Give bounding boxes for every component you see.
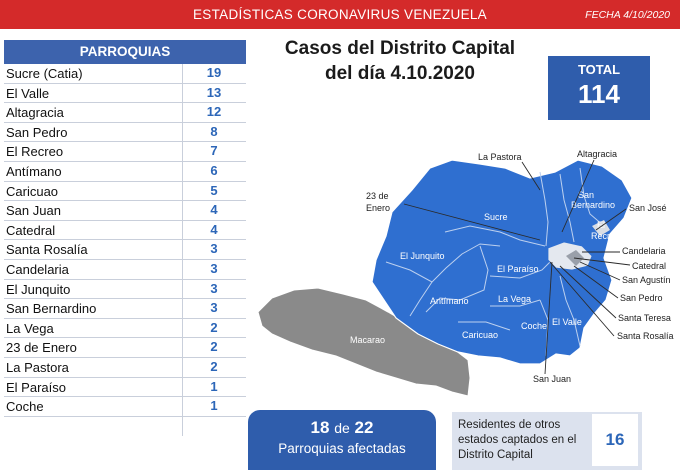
parroquia-cases: 6 <box>210 162 218 178</box>
affected-parishes-box <box>248 410 436 470</box>
affected-of: de <box>334 420 350 436</box>
map-label-caricuao: Caricuao <box>462 330 499 340</box>
parroquia-cases: 3 <box>210 280 218 296</box>
map-label-sanagustin: San Agustín <box>622 275 671 285</box>
parroquia-name: Catedral <box>6 222 56 238</box>
residents-box <box>452 412 642 470</box>
map-label-candelaria: Candelaria <box>622 246 666 256</box>
map-label-paraiso: El Paraíso <box>497 264 539 274</box>
map-label-recreo-2: Recreo <box>591 231 621 241</box>
parroquia-cases: 13 <box>206 84 222 100</box>
map-label-sanpedro: San Pedro <box>620 293 663 303</box>
parroquia-name: Coche <box>6 399 44 415</box>
map-label-altagracia: Altagracia <box>577 149 618 159</box>
parroquia-name: El Junquito <box>6 281 71 297</box>
table-header: PARROQUIAS <box>4 40 246 64</box>
parroquia-name: Caricuao <box>6 183 59 199</box>
parroquia-cases: 7 <box>210 143 218 159</box>
parroquia-cases: 5 <box>210 182 218 198</box>
parroquia-name: Santa Rosalía <box>6 242 88 258</box>
parroquia-name: La Pastora <box>6 359 69 375</box>
map-label-santarosalia: Santa Rosalía <box>617 331 674 341</box>
parroquia-cases: 8 <box>210 123 218 139</box>
parroquia-name: Altagracia <box>6 105 64 121</box>
map-label-junquito: El Junquito <box>400 251 445 261</box>
parroquia-cases: 2 <box>210 319 218 335</box>
map-label-sucre: Sucre <box>484 212 508 222</box>
parroquia-name: San Bernardino <box>6 301 97 317</box>
parroquia-cases: 4 <box>210 202 218 218</box>
parroquia-name: La Vega <box>6 320 54 336</box>
map-label-coche: Coche <box>521 321 548 331</box>
parroquia-cases: 3 <box>210 241 218 257</box>
page-title-line1: Casos del Distrito Capital <box>284 38 516 59</box>
parroquia-cases: 3 <box>210 260 218 276</box>
map-label-23enero-1: 23 de <box>366 191 389 201</box>
map-label-catedral: Catedral <box>632 261 667 271</box>
parroquia-name: El Recreo <box>6 144 64 160</box>
map-label-sanjuan: San Juan <box>533 374 572 384</box>
map-label-macarao: Macarao <box>350 335 386 345</box>
parroquia-name: 23 de Enero <box>6 340 77 356</box>
total-value: 114 <box>578 79 620 109</box>
parroquia-cases: 4 <box>210 221 218 237</box>
affected-total: 22 <box>354 418 374 437</box>
map-label-antimano: Antímano <box>430 296 469 306</box>
affected-label: Parroquias afectadas <box>278 441 406 456</box>
parroquia-cases: 3 <box>210 300 218 316</box>
total-label: TOTAL <box>577 62 621 77</box>
header-date: FECHA 4/10/2020 <box>585 9 670 21</box>
residents-value: 16 <box>592 414 638 466</box>
parroquia-name: San Pedro <box>6 124 68 140</box>
parroquia-cases: 12 <box>206 104 222 120</box>
map-label-recreo-1: El <box>597 220 606 230</box>
map-label-santateresa: Santa Teresa <box>618 313 671 323</box>
parroquia-name: Candelaria <box>6 261 69 277</box>
map-label-sanjose: San José <box>629 203 667 213</box>
page-title-line2: del día 4.10.2020 <box>325 63 475 84</box>
map-label-sanbernardino-1: San <box>578 190 595 200</box>
map-label-vega: La Vega <box>498 294 532 304</box>
parroquia-name: Sucre (Catia) <box>6 66 83 81</box>
parroquia-cases: 2 <box>210 358 218 374</box>
affected-count: 18 <box>310 418 330 437</box>
map-label-sanbernardino-2: Bernardino <box>571 200 616 210</box>
residents-text: Residentes de otros estados captados en el Distrito Capital <box>458 419 577 461</box>
parroquia-cases: 1 <box>210 378 218 394</box>
parroquia-name: El Valle <box>6 85 50 101</box>
map-label-pastora: La Pastora <box>478 152 522 162</box>
parroquia-cases: 2 <box>210 339 218 355</box>
parroquia-name: San Juan <box>6 203 61 219</box>
parroquia-name: Antímano <box>6 163 62 179</box>
map-label-23enero-2: Enero <box>366 203 391 213</box>
affected-count-line <box>248 418 436 438</box>
parroquia-cases: 1 <box>210 398 218 414</box>
map-label-valle: El Valle <box>552 317 582 327</box>
header-title: ESTADÍSTICAS CORONAVIRUS VENEZUELA <box>192 7 487 22</box>
parroquia-name: El Paraíso <box>6 379 66 395</box>
parroquia-cases: 19 <box>206 65 222 80</box>
